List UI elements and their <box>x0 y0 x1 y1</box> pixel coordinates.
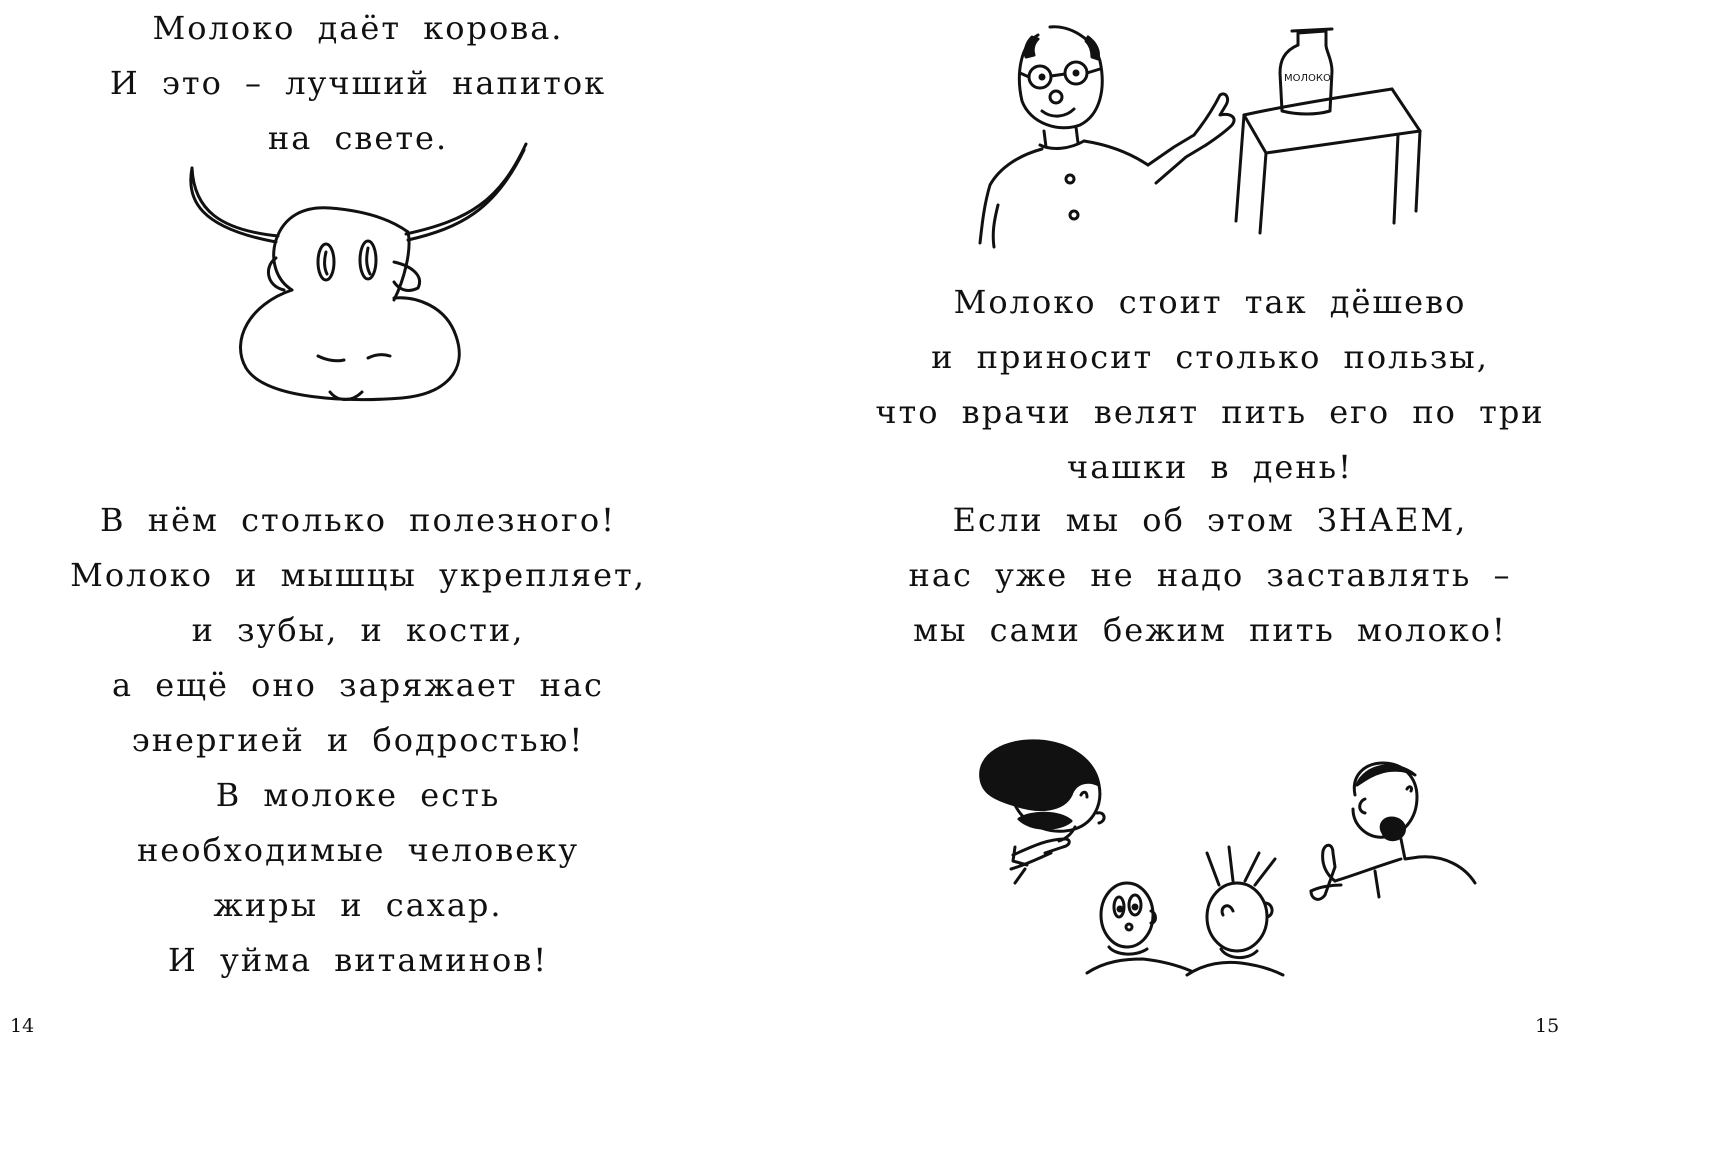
right-p1-line-3: что врачи велят пить его по три <box>875 393 1545 431</box>
left-page <box>0 0 780 1043</box>
left-p1-line-3: на свете. <box>267 119 449 157</box>
left-p2-line-8: жиры и сахар. <box>213 886 503 924</box>
cow-head-icon <box>180 140 540 410</box>
right-page <box>780 0 1560 1043</box>
left-p2-line-7: необходимые человеку <box>136 831 580 869</box>
right-p1-line-5: Если мы об этом ЗНАЕМ, <box>952 501 1468 539</box>
left-p2-line-4: а ещё оно заряжает нас <box>112 666 604 704</box>
left-p2-line-5: энергией и бодростью! <box>131 721 585 759</box>
page-number-right: 15 <box>1535 1015 1560 1037</box>
left-p1-line-1: Молоко даёт корова. <box>152 9 564 47</box>
doctor-with-milk-icon <box>980 15 1460 255</box>
left-p2-line-3: и зубы, и кости, <box>191 611 525 649</box>
right-p1-line-1: Молоко стоит так дёшево <box>953 283 1467 321</box>
bottle-label: МОЛОКО <box>1284 73 1331 84</box>
right-p1-line-2: и приносит столько пользы, <box>931 338 1489 376</box>
left-p1-line-2: И это – лучший напиток <box>109 64 607 102</box>
left-p2-line-1: В нём столько полезного! <box>100 501 616 539</box>
page-number-left: 14 <box>10 1015 35 1037</box>
left-p2-line-9: И уйма витаминов! <box>167 941 549 979</box>
right-p1-line-4: чашки в день! <box>1067 448 1353 486</box>
right-p1-line-6: нас уже не надо заставлять – <box>908 556 1512 594</box>
left-p2-line-2: Молоко и мышцы укрепляет, <box>70 556 646 594</box>
left-p2-line-6: В молоке есть <box>215 776 501 814</box>
right-p1-line-7: мы сами бежим пить молоко! <box>913 611 1507 649</box>
children-running-icon <box>975 735 1505 985</box>
